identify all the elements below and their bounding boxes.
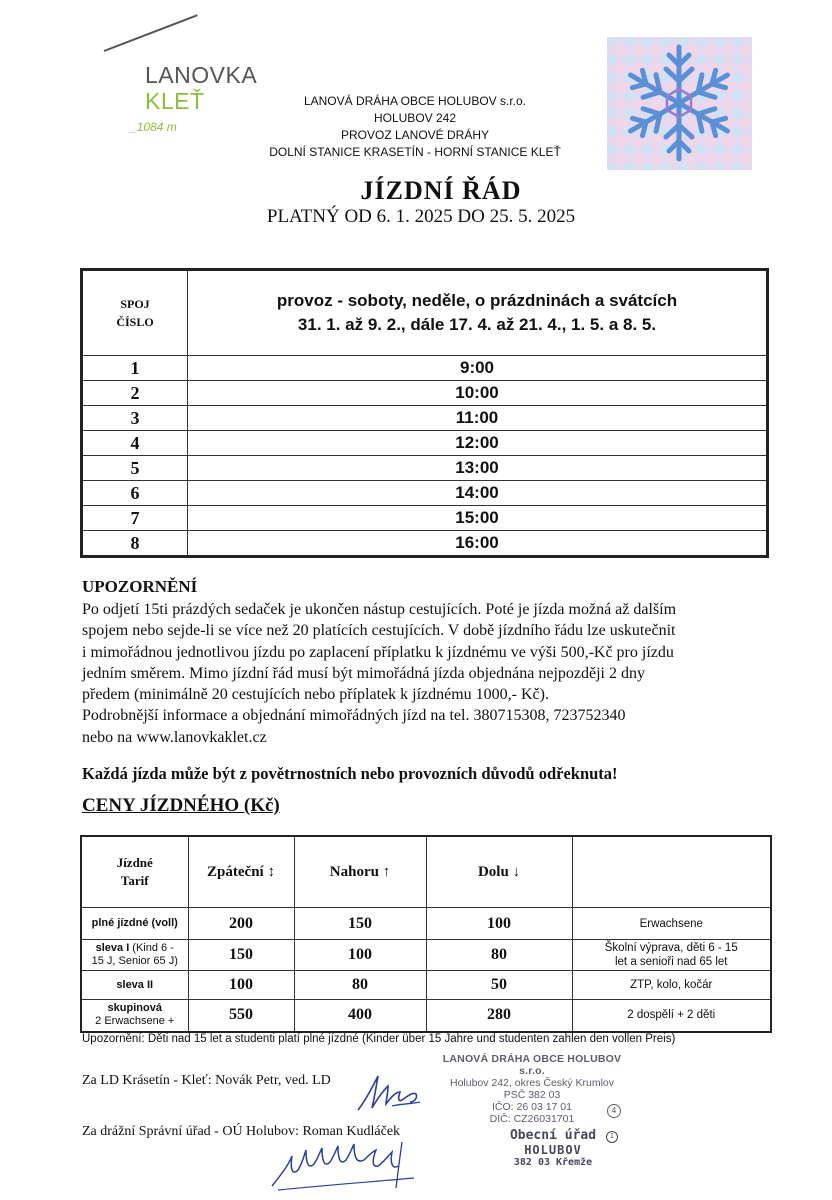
departure-time: 11:00 (188, 406, 768, 431)
price-table (80, 835, 772, 1033)
notice-line: Po odjetí 15ti prázdých sedaček je ukončen nástup cestujících. Poté je jízda možná až dalším (82, 601, 677, 618)
tarif-label-main: sleva I (95, 942, 130, 954)
tarif-label (81, 1000, 188, 1032)
validity-period: PLATNÝ OD 6. 1. 2025 DO 25. 5. 2025 (266, 206, 576, 227)
connection-number: 1 (82, 356, 188, 381)
company-name: LANOVÁ DRÁHA OBCE HOLUBOV s.r.o. (303, 94, 527, 108)
price-down: 80 (426, 940, 572, 971)
departure-time: 9:00 (188, 356, 768, 381)
table-row (82, 531, 768, 557)
notice-line: i mimořádnou jednotlivou jízdu po zaplacení příplatku k jízdnému ve výši 500,-Kč pro jízdu (82, 643, 674, 661)
price-down: 100 (426, 908, 572, 940)
tarif-note: Erwachsene (572, 908, 771, 940)
stamp-office: Obecní úřad (509, 1128, 597, 1143)
stamp2-number: 1 (606, 1131, 618, 1143)
timetable (80, 268, 769, 558)
signature-authority (268, 1136, 418, 1192)
connection-number: 8 (82, 531, 188, 557)
price-up: 100 (294, 940, 426, 971)
departure-time: 14:00 (188, 481, 768, 506)
table-row (82, 381, 768, 406)
table-row (82, 481, 768, 506)
tarif-note (572, 940, 771, 971)
table-row (81, 1000, 771, 1032)
tarif-note-line2: let a senioři nad 65 let (614, 956, 728, 968)
logo-line (104, 14, 198, 52)
stamp-municipal-postcode: 382 03 Křemže (513, 1157, 593, 1168)
logo-text-lanovka: LANOVKA (145, 62, 258, 88)
stamp-address: Holubov 242, okres Český Krumlov (450, 1077, 614, 1089)
snowflake-icon (607, 37, 752, 170)
company-address: HOLUBOV 242 (373, 111, 457, 125)
tarif-note: 2 dospělí + 2 děti (572, 1000, 771, 1032)
price-up: 400 (294, 1000, 426, 1032)
departure-time: 10:00 (188, 381, 768, 406)
col-header-tarif (81, 836, 188, 908)
company-stamp (432, 1053, 632, 1125)
page-title: JÍZDNÍ ŘÁD (360, 176, 522, 205)
connection-number: 2 (82, 381, 188, 406)
price-up: 80 (294, 971, 426, 1000)
tarif-label (81, 940, 188, 971)
price-return: 200 (188, 908, 294, 940)
col-header-operation-line2: 31. 1. až 9. 2., dále 17. 4. až 21. 4., 1. 5. a 8. 5. (297, 315, 657, 334)
col-header-operation-line1: provoz - soboty, neděle, o prázdninách a svátcích (276, 291, 678, 310)
price-table-header (81, 836, 771, 908)
company-operation: PROVOZ LANOVÉ DRÁHY (340, 128, 490, 142)
stamp-company-name: LANOVÁ DRÁHA OBCE HOLUBOV s.r.o. (442, 1053, 622, 1077)
stamp-dic: DIČ: CZ26031701 (489, 1113, 575, 1125)
col-header-connection-line1: SPOJ (120, 297, 150, 311)
table-row (82, 456, 768, 481)
tarif-note: ZTP, kolo, kočár (572, 971, 771, 1000)
stamp-number: 4 (607, 1104, 621, 1118)
notice-line: Podrobnější informace a objednání mimořádných jízd na tel. 380715308, 723752340 (82, 707, 626, 725)
tarif-label-line2: 2 Erwachsene + (95, 1015, 175, 1028)
tarif-label-main: skupinová (107, 1002, 162, 1015)
table-row (81, 971, 771, 1000)
departure-time: 12:00 (188, 431, 768, 456)
tarif-label (81, 908, 188, 940)
col-header-up: Nahoru ↑ (294, 836, 426, 908)
col-header-return: Zpáteční ↕ (188, 836, 294, 908)
departure-time: 15:00 (188, 506, 768, 531)
stamp-postcode: PSČ 382 03 (503, 1089, 561, 1101)
prices-title: CENY JÍZDNÉHO (Kč) (82, 795, 280, 816)
connection-number: 6 (82, 481, 188, 506)
cancellation-warning: Každá jízda může být z povětrnostních nebo provozních důvodů odřeknuta! (82, 764, 618, 783)
table-row (81, 908, 771, 940)
price-down: 280 (426, 1000, 572, 1032)
logo-text-altitude: _1084 m (130, 120, 177, 134)
stamp-municipality: HOLUBOV (524, 1143, 582, 1157)
connection-number: 4 (82, 431, 188, 456)
table-row (82, 356, 768, 381)
company-stations: DOLNÍ STANICE KRASETÍN - HORNÍ STANICE KLEŤ (269, 145, 561, 159)
connection-number: 7 (82, 506, 188, 531)
departure-time: 16:00 (188, 531, 768, 557)
col-header-connection-line2: ČÍSLO (116, 315, 154, 329)
table-row (82, 406, 768, 431)
notice-line: jedním směrem. Mimo jízdní řád musí být mimořádná jízda objednána nejpozději 2 dny (82, 664, 645, 682)
signature-line-operator: Za LD Krásetín - Kleť: Novák Petr, ved. LD (82, 1073, 331, 1088)
stamp-ico: IČO: 26 03 17 01 (492, 1101, 572, 1113)
price-footnote: Upozornění: Děti nad 15 let a studenti platí plné jízdné (Kinder über 15 Jahre und studenten zahlen den vollen Preis) (82, 1033, 676, 1045)
connection-number: 5 (82, 456, 188, 481)
tarif-label-line2: 15 J, Senior 65 J) (91, 955, 178, 967)
timetable-header (82, 270, 768, 356)
tarif-note-line1: Školní výprava, děti 6 - 15 (604, 942, 738, 954)
price-return: 100 (188, 971, 294, 1000)
notice-line: nebo na www.lanovkaklet.cz (82, 728, 267, 746)
col-header-connection (82, 270, 188, 356)
notice-body (82, 599, 742, 748)
price-down: 50 (426, 971, 572, 1000)
company-header (260, 93, 570, 161)
municipal-stamp (488, 1128, 618, 1168)
table-row (82, 506, 768, 531)
connection-number: 3 (82, 406, 188, 431)
signature-line-authority: Za drážní Správní úřad - OÚ Holubov: Roman Kudláček (82, 1124, 401, 1139)
logo-altitude-value: 1084 m (136, 120, 177, 134)
notice-line: spojem nebo sejde-li se více než 20 platících cestujících. V době jízdního řádu lze uskutečnit (82, 622, 676, 640)
price-return: 150 (188, 940, 294, 971)
tarif-label-detail: (Kind 6 - (129, 942, 174, 954)
table-row (82, 431, 768, 456)
table-row (81, 940, 771, 971)
departure-time: 13:00 (188, 456, 768, 481)
tarif-label-main: sleva II (116, 978, 154, 991)
col-header-operation (188, 270, 768, 356)
tarif-label (81, 971, 188, 1000)
notice-line: předem (minimálně 20 cestujících nebo příplatek k jízdnému 1000,- Kč). (82, 686, 549, 704)
col-header-tarif-line2: Tarif (120, 873, 149, 888)
col-header-note (572, 836, 771, 908)
col-header-tarif-line1: Jízdné (116, 855, 153, 870)
logo-text-klet: KLEŤ (145, 88, 205, 114)
price-return: 550 (188, 1000, 294, 1032)
price-up: 150 (294, 908, 426, 940)
signature-operator (352, 1070, 432, 1118)
col-header-down: Dolu ↓ (426, 836, 572, 908)
notice-title: UPOZORNĚNÍ (82, 577, 198, 596)
tarif-label-main: plné jízdné (voll) (91, 917, 178, 929)
